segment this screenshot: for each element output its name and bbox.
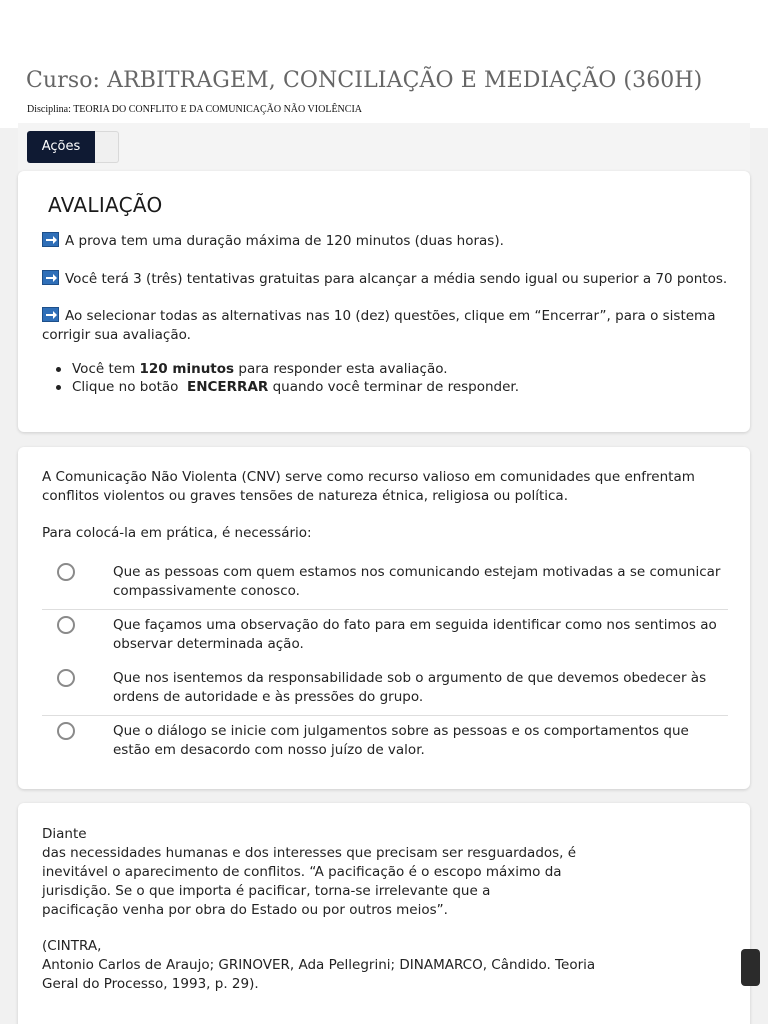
question-card-1 xyxy=(18,447,750,789)
radio-unchecked-icon[interactable] xyxy=(57,616,75,634)
question-text: A Comunicação Não Violenta (CNV) serve como recurso valioso em comunidades que enfrentam conflitos violentos ou graves tensões de natureza étnica, religiosa ou política. xyxy=(42,469,695,504)
radio-unchecked-icon[interactable] xyxy=(57,563,75,581)
scroll-handle[interactable] xyxy=(741,949,760,986)
question-card-2 xyxy=(18,803,750,1024)
discipline-label: Disciplina: TEORIA DO CONFLITO E DA COMUNICAÇÃO NÃO VIOLÊNCIA xyxy=(27,104,362,115)
radio-unchecked-icon[interactable] xyxy=(57,669,75,687)
info-line-attempts: Você terá 3 (três) tentativas gratuitas para alcançar a média sendo igual ou superior a 70 pontos. xyxy=(42,270,732,289)
arrow-right-icon xyxy=(42,307,59,322)
question-text: Diante das necessidades humanas e dos interesses que precisam ser resguardados, é inevitável o aparecimento de conflitos. “A pacificação é o escopo máximo da jurisdição. Se o que importa é pacificar, torna-se irrelevante que a pacificação venha por obra do Estado ou por outros meios”. xyxy=(42,826,577,918)
course-header xyxy=(0,52,768,128)
answer-option-d[interactable] xyxy=(42,716,728,769)
question-prompt: Para colocá-la em prática, é necessário: xyxy=(42,525,312,541)
evaluation-title: AVALIAÇÃO xyxy=(48,193,163,217)
actions-bar xyxy=(18,123,750,171)
option-text: Que o diálogo se inicie com julgamentos sobre as pessoas e os comportamentos que estão em desacordo com nosso juízo de valor. xyxy=(113,723,689,758)
arrow-right-icon xyxy=(42,270,59,285)
evaluation-instructions-card xyxy=(18,171,750,432)
arrow-right-icon xyxy=(42,232,59,247)
radio-unchecked-icon[interactable] xyxy=(57,722,75,740)
bullet-finish: Clique no botão ENCERRAR quando você terminar de responder. xyxy=(72,379,520,395)
question-citation: (CINTRA, Antonio Carlos de Araujo; GRINOVER, Ada Pellegrini; DINAMARCO, Cândido. Teoria Geral do Processo, 1993, p. 29). xyxy=(42,938,596,992)
actions-button[interactable]: Ações xyxy=(27,131,95,163)
info-line-duration: A prova tem uma duração máxima de 120 minutos (duas horas). xyxy=(42,232,732,251)
option-text: Que nos isentemos da responsabilidade sob o argumento de que devemos obedecer às ordens de autoridade e às pressões do grupo. xyxy=(113,670,707,705)
course-title: Curso: ARBITRAGEM, CONCILIAÇÃO E MEDIAÇÃO (360H) xyxy=(26,68,703,93)
actions-dropdown-toggle[interactable] xyxy=(95,131,119,163)
option-text: Que façamos uma observação do fato para em seguida identificar como nos sentimos ao observar determinada ação. xyxy=(113,617,717,652)
bullet-time: Você tem 120 minutos para responder esta avaliação. xyxy=(72,360,519,378)
answer-option-a[interactable] xyxy=(42,557,728,610)
answer-option-b[interactable] xyxy=(42,610,728,663)
info-line-finish: Ao selecionar todas as alternativas nas 10 (dez) questões, clique em “Encerrar”, para o sistema corrigir sua avaliação. xyxy=(42,308,716,343)
option-text: Que as pessoas com quem estamos nos comunicando estejam motivadas a se comunicar compassivamente conosco. xyxy=(113,564,721,599)
instruction-bullets xyxy=(72,360,519,396)
top-bar xyxy=(0,0,768,52)
answer-option-c[interactable] xyxy=(42,663,728,716)
